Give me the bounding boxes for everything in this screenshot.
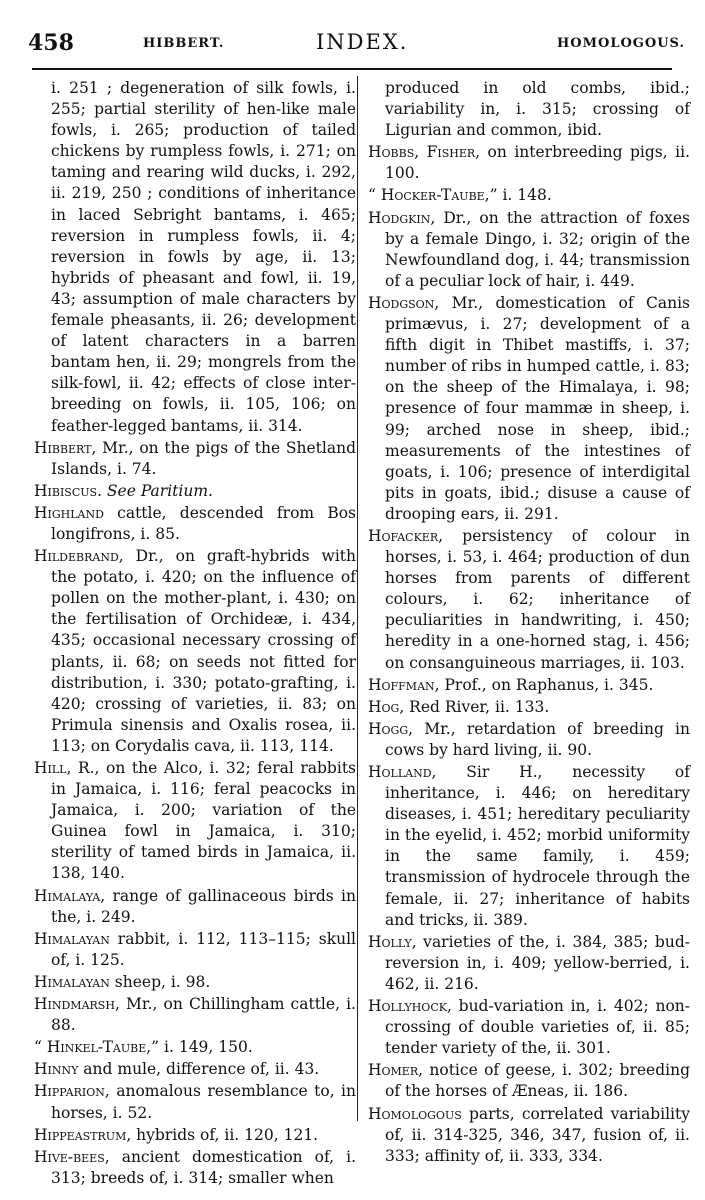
left-column: [34, 78, 356, 1190]
index-term: Hogg: [368, 719, 409, 738]
index-entry: [368, 719, 690, 761]
header-rule: [32, 68, 672, 70]
index-text: , Sir H., necessity of inheritance, i. 446; on hereditary diseases, i. 451; hereditary peculiarity in the eyelid, i. 452; morbid uniformity in the same family, i. 459; transmission of hydrocele through the female, ii. 27; inheritance of habits and tricks, ii. 389.: [385, 763, 690, 929]
index-text: i. 148.: [497, 186, 552, 205]
index-term: “ Hinkel-Taube,”: [34, 1038, 160, 1057]
index-term: Himalayan: [34, 929, 110, 948]
index-entry: [34, 1125, 356, 1146]
index-text: cattle, descended from Bos longifrons, i. 85.: [51, 503, 356, 543]
index-text: rabbit, i. 112, 113–115; skull of, i. 125.: [51, 929, 356, 969]
index-entry: [368, 208, 690, 292]
index-text: , Mr., retardation of breeding in cows by hard living, ii. 90.: [385, 719, 690, 759]
index-term: Hofacker: [368, 526, 439, 545]
index-text: , Mr., domestication of Canis primævus, i. 27; development of a fifth digit in Thibet mastiffs, i. 37; number of ribs in humped cattle, i. 83; on the sheep of the Himalaya, i. 98; presence of four mammæ in sheep, i. 99; arched nose in sheep, ibid.; measurements of the intestines of goats, i. 106; presence of interdigital pits in goats, ibid.; disuse a cause of drooping ears, ii. 291.: [385, 293, 690, 523]
index-term: Hildebrand: [34, 547, 119, 566]
index-term: Hipparion: [34, 1082, 105, 1101]
index-entry: [34, 1147, 356, 1189]
index-entry: [368, 996, 690, 1059]
index-text: , R., on the Alco, i. 32; feral rabbits in Jamaica, i. 116; feral peacocks in Jamaica, i. 200; variation of the Guinea fowl in Jamaica, i. 310; sterility of tamed birds in Jamaica, ii. 138, 140.: [51, 759, 356, 883]
page-header: [28, 24, 685, 64]
index-cross-reference: See Paritium.: [106, 481, 213, 500]
index-entry: [34, 503, 356, 545]
index-text: , Prof., on Raphanus, i. 345.: [434, 675, 654, 694]
index-entry: [34, 886, 356, 928]
index-entry: [34, 972, 356, 993]
index-term: Hindmarsh: [34, 995, 115, 1014]
index-entry: [368, 762, 690, 931]
index-text: , ancient domestication of, i. 313; breeds of, i. 314; smaller when: [51, 1147, 356, 1187]
index-text: , Mr., on Chillingham cattle, i. 88.: [51, 995, 356, 1035]
index-text: i. 149, 150.: [159, 1038, 253, 1057]
index-text: , varieties of the, i. 384, 385; bud-reversion in, i. 409; yellow-berried, i. 462, ii. 216.: [385, 932, 690, 993]
index-term: Hog: [368, 697, 400, 716]
index-entry: [34, 481, 356, 502]
index-entry: [368, 142, 690, 184]
index-term: Hibiscus: [34, 481, 98, 500]
index-entry: [368, 932, 690, 995]
index-term: Hive-bees: [34, 1147, 105, 1166]
index-entry: [368, 1060, 690, 1102]
index-text: and mule, difference of, ii. 43.: [78, 1060, 320, 1079]
index-entry: [34, 1081, 356, 1123]
index-entry: [368, 293, 690, 525]
index-entry: [368, 526, 690, 674]
page-title: INDEX.: [316, 30, 409, 54]
continued-entry: produced in old combs, ibid.; variability in, i. 315; crossing of Ligurian and common, ibid.: [385, 79, 690, 140]
index-entry: [34, 1037, 356, 1058]
running-head-left: HIBBERT.: [143, 36, 225, 51]
index-text: , Dr., on graft-hybrids with the potato, i. 420; on the influence of pollen on the mother-plant, i. 430; on the fertilisation of Orchideæ, i. 434, 435; occasional necessary crossing of plants, ii. 68; on seeds not fitted for distribution, i. 330; potato-grafting, i. 420; crossing of varieties, ii. 83; on Primula sinensis and Oxalis rosea, ii. 113; on Corydalis cava, ii. 113, 114.: [51, 547, 356, 755]
index-term: Highland: [34, 503, 104, 522]
index-text: , hybrids of, ii. 120, 121.: [126, 1125, 319, 1144]
index-text: , on interbreeding pigs, ii. 100.: [385, 143, 690, 183]
index-term: Hobbs, Fisher: [368, 143, 476, 162]
index-term: Holly: [368, 932, 412, 951]
index-term: Hinny: [34, 1060, 79, 1079]
index-entry: [34, 929, 356, 971]
index-text: , anomalous resemblance to, in horses, i. 52.: [51, 1082, 356, 1122]
index-entry: [368, 697, 690, 718]
index-term: Himalaya: [34, 886, 101, 905]
column-divider: [357, 76, 358, 1121]
index-term: Hollyhock: [368, 997, 447, 1016]
index-text: parts, correlated variability of, ii. 314-325, 346, 347, fusion of, ii. 333; affinity of, ii. 333, 334.: [385, 1104, 690, 1165]
index-text: sheep, i. 98.: [109, 972, 211, 991]
index-term: Holland: [368, 763, 432, 781]
index-term: Hodgson: [368, 293, 435, 312]
index-text: .: [97, 481, 107, 500]
index-entry: [34, 1059, 356, 1080]
index-term: “ Hocker-Taube,”: [368, 186, 498, 205]
running-head-right: HOMOLOGOUS.: [557, 36, 685, 51]
index-entry: [34, 994, 356, 1036]
left-entries: [34, 438, 356, 1189]
index-entry: [34, 438, 356, 480]
right-entries: [368, 142, 690, 1167]
index-text: , bud-variation in, i. 402; non-crossing of double varieties of, ii. 85; tender variety of the, ii. 301.: [385, 997, 690, 1058]
index-entry: [368, 1104, 690, 1167]
index-entry: [34, 546, 356, 757]
index-term: Hill: [34, 759, 67, 777]
index-term: Homologous: [368, 1104, 462, 1123]
index-text: , Dr., on the attraction of foxes by a female Dingo, i. 32; origin of the Newfoundland dog, i. 44; transmission of a peculiar lock of hair, i. 449.: [385, 208, 690, 290]
index-entry: [368, 675, 690, 696]
index-term: Himalayan: [34, 972, 110, 991]
index-term: Homer: [368, 1061, 419, 1080]
index-term: Hoffman: [368, 675, 435, 694]
index-text: , Red River, ii. 133.: [399, 697, 550, 716]
continued-entry: i. 251 ; degeneration of silk fowls, i. 255; partial sterility of hen-like male fowls, i. 265; production of tailed chickens by rumpless fowls, i. 271; on taming and rearing wild ducks, i. 292, ii. 219, 250 ; conditions of inheritance in laced Sebright bantams, i. 465; reversion in rumpless fowls, ii. 4; reversion in fowls by age, ii. 13; hybrids of pheasant and fowl, ii. 19, 43; assumption of male characters by female pheasants, ii. 26; development of latent characters in a barren bantam hen, ii. 29; mongrels from the silk-fowl, ii. 42; effects of close inter-breeding on fowls, ii. 105, 106; on feather-legged bantams, ii. 314.: [51, 79, 356, 435]
index-entry: [34, 758, 356, 885]
index-text: , persistency of colour in horses, i. 53, i. 464; production of dun horses from parents of different colours, i. 62; inheritance of peculiarities in handwriting, i. 450; heredity in a one-horned stag, i. 456; on consanguineous marriages, ii. 103.: [385, 526, 690, 672]
page-number: 458: [28, 30, 74, 56]
index-term: Hippeastrum: [34, 1125, 127, 1144]
index-text: , notice of geese, i. 302; breeding of the horses of Æneas, ii. 186.: [385, 1061, 690, 1101]
index-term: Hibbert: [34, 438, 92, 457]
index-term: Hodgkin: [368, 208, 431, 227]
index-text: , range of gallinaceous birds in the, i. 249.: [51, 886, 356, 926]
right-column: [368, 78, 690, 1168]
index-entry: [368, 185, 690, 206]
index-text: , Mr., on the pigs of the Shetland Islands, i. 74.: [51, 438, 356, 478]
